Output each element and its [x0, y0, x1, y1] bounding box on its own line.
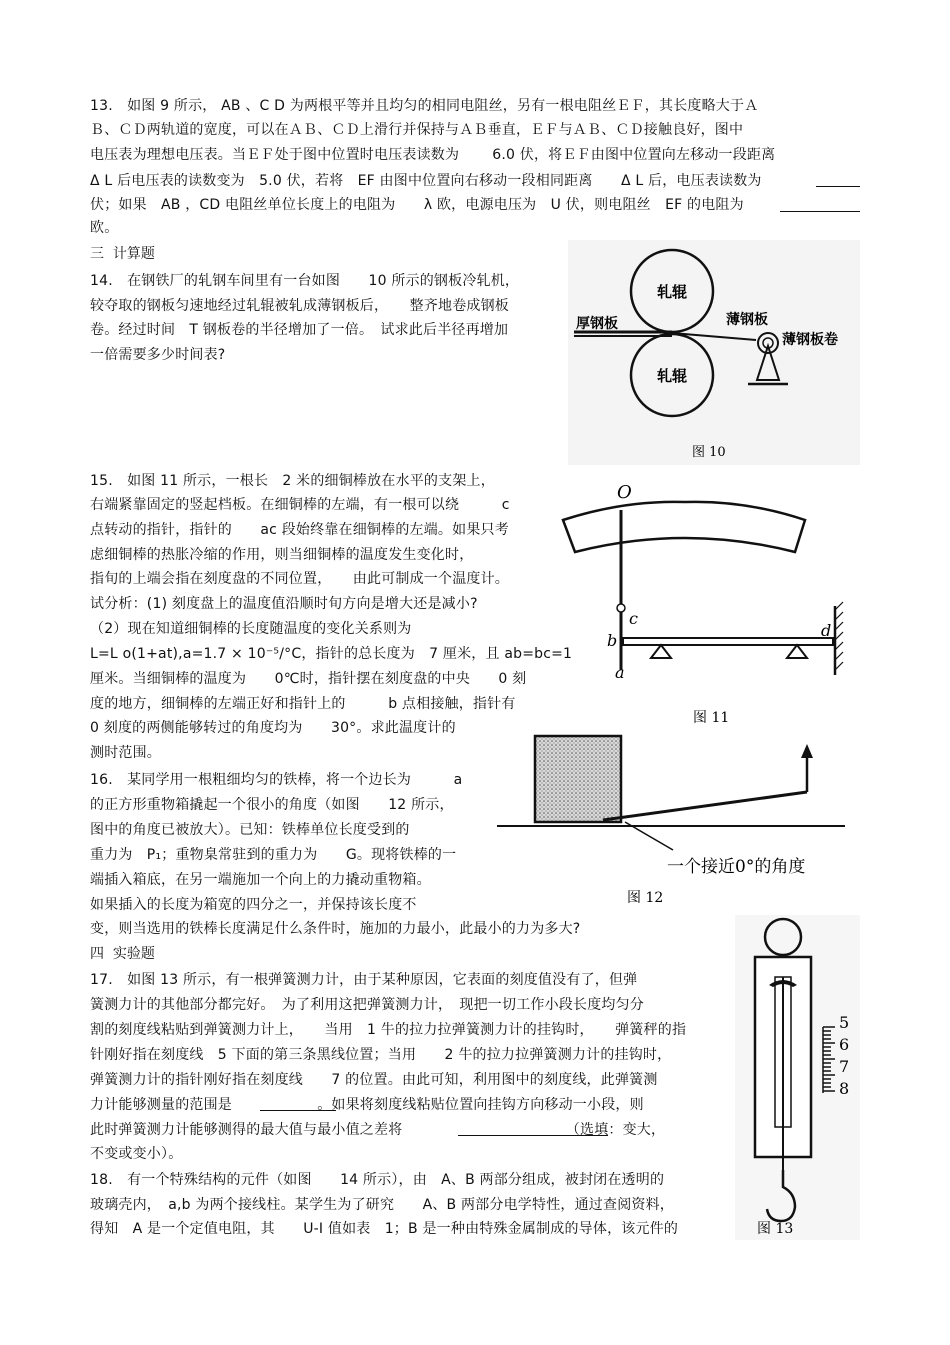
q13-line-1: 13. 如图 9 所示， AB 、C D 为两根平等并且均匀的相同电阻丝，另有一根电阻丝ＥＦ，其长度略大于Ａ: [90, 98, 759, 114]
q15-line-12: 测时范围。: [90, 745, 161, 761]
coil-label: 薄钢板卷: [782, 332, 838, 348]
thick-plate-label: 厚钢板: [576, 316, 618, 332]
figure-12-caption: 图 12: [627, 890, 664, 906]
q15-line-11: 0 刻度的两侧能够转过的角度均为 30°。求此温度计的: [90, 720, 456, 736]
roller-bottom-label: 轧辊: [656, 367, 688, 385]
rolling-mill-diagram: [568, 240, 860, 465]
q17-line-3: 割的刻度线粘贴到弹簧测力计上， 当用 1 牛的拉力拉弹簧测力计的挂钩时， 弹簧秤的指: [90, 1022, 687, 1038]
q15-line-10: 度的地方，细铜棒的左端正好和指针上的 b 点相接触，指针有: [90, 696, 516, 712]
top-ring: [765, 919, 801, 955]
scale-label-8: 8: [839, 1079, 850, 1098]
q15-line-6: 试分析：(1) 刻度盘上的温度值沿顺时旬方向是增大还是减小?: [90, 596, 478, 612]
scale-ticks: [823, 1027, 835, 1093]
q16-line-2: 的正方形重物箱撬起一个很小的角度（如图 12 所示，: [90, 797, 454, 813]
scale-label-6: 6: [839, 1035, 850, 1054]
figure-10: [568, 240, 860, 465]
q15-line-3: 点转动的指针，指针的 ac 段始终靠在细铜棒的左端。如果只考: [90, 522, 509, 538]
q15-line-9: 厘米。当细铜棒的温度为 0℃时，指针摆在刻度盘的中央 0 刻: [90, 671, 527, 687]
q18-line-1: 18. 有一个特殊结构的元件（如图 14 所示），由 A、B 两部分组成，被封闭在透明的: [90, 1172, 665, 1188]
q13-blank-voltage: [816, 186, 860, 187]
q17-blank-range: [260, 1110, 336, 1111]
q16-line-6: 如果插入的长度为箱宽的四分之一，并保持该长度不: [90, 897, 417, 913]
pivot-c: [617, 604, 625, 612]
q14-line-2: 较夺取的钢板匀速地经过轧辊被轧成薄钢板后， 整齐地卷成钢板: [90, 298, 509, 314]
force-arrowhead: [801, 744, 813, 758]
coil-stand: [757, 346, 779, 380]
thermometer-diagram: [555, 480, 860, 730]
section-heading-experiment: 四 实验题: [90, 946, 155, 962]
figure-13: [735, 915, 860, 1240]
q18-line-3: 得知 A 是一个定值电阻，其 U-I 值如表 1；B 是一种由特殊金属制成的导体，该元件的: [90, 1221, 679, 1237]
q16-line-1: 16. 某同学用一根粗细均匀的铁棒，将一个边长为 a: [90, 772, 463, 788]
label-a: a: [615, 663, 625, 682]
figure-10-caption: 图 10: [692, 445, 726, 460]
q15-line-5: 指旬的上端会指在刻度盘的不同位置， 由此可制成一个温度计。: [90, 571, 509, 587]
q16-line-7: 变，则当选用的铁棒长度满足什么条件时，施加的力最小，此最小的力为多大?: [90, 921, 581, 937]
q13-blank-resistance: [780, 211, 860, 212]
iron-bar: [603, 792, 807, 820]
lever-box-diagram: [495, 732, 860, 912]
scale-label-5: 5: [839, 1013, 850, 1032]
scale-label-7: 7: [839, 1057, 850, 1076]
q15-line-8: L=L o(1+at),a=1.7 × 10⁻⁵/°C，指针的总长度为 7 厘米，且 ab=bc=1: [90, 646, 573, 662]
support-right: [787, 645, 807, 658]
q17-line-1: 17. 如图 13 所示，有一根弹簧测力计，由于某种原因，它表面的刻度值没有了，但弹: [90, 972, 638, 988]
q17-line-6: 力计能够测量的范围是 。如果将刻度线粘贴位置向挂钩方向移动一小段，则: [90, 1097, 644, 1113]
q17-line-8: 不变或变小）。: [90, 1146, 183, 1162]
roller-top-label: 轧辊: [656, 283, 688, 301]
q15-line-4: 虑细铜棒的热胀冷缩的作用，则当细铜棒的温度发生变化时，: [90, 547, 474, 563]
scale-dial: [563, 502, 805, 552]
q14-line-4: 一倍需要多少时间表?: [90, 347, 226, 363]
heavy-box: [535, 736, 621, 822]
q13-line-5: 伏；如果 AB ，CD 电阻丝单位长度上的电阻为 λ 欧，电源电压为 U 伏，则电阻丝 EF 的电阻为: [90, 197, 744, 213]
q17-line-4: 针刚好指在刻度线 5 下面的第三条黑线位置；当用 2 牛的拉力拉弹簧测力计的挂钩时，: [90, 1047, 672, 1063]
copper-rod: [623, 638, 833, 645]
spring-scale-diagram: [735, 915, 860, 1240]
q15-line-2: 右端紧靠固定的竖起档板。在细铜棒的左端，有一根可以绕 c: [90, 497, 510, 513]
q15-line-7: （2）现在知道细铜棒的长度随温度的变化关系则为: [90, 621, 412, 637]
q18-line-2: 玻璃壳内， a,b 为两个接线柱。某学生为了研究 A、B 两部分电学特性，通过查阅资料，: [90, 1197, 674, 1213]
q14-line-1: 14. 在钢铁厂的轧钢车间里有一台如图 10 所示的钢板冷轧机，: [90, 273, 520, 289]
angle-note: 一个接近0°的角度: [667, 857, 806, 877]
q17-line-5: 弹簧测力计的指针刚好指在刻度线 7 的位置。由此可知，利用图中的刻度线，此弹簧测: [90, 1072, 658, 1088]
figure-12: [495, 732, 860, 912]
thin-plate-label: 薄钢板: [726, 312, 768, 328]
label-o: O: [617, 482, 632, 503]
support-left: [651, 645, 671, 658]
q15-line-1: 15. 如图 11 所示，一根长 2 米的细铜棒放在水平的支架上，: [90, 473, 495, 489]
q17-line-7: 此时弹簧测力计能够测得的最大值与最小值之差将 （选填：变大，: [90, 1122, 666, 1138]
q17-line-2: 簧测力计的其他部分都完好。 为了利用这把弹簧测力计， 现把一切工作小段长度均匀分: [90, 997, 644, 1013]
label-d: d: [821, 621, 832, 640]
q13-line-6: 欧。: [90, 220, 119, 236]
figure-11: [555, 480, 860, 730]
hook: [767, 1170, 795, 1221]
q16-line-3: 图中的角度已被放大）。已知：铁棒单位长度受到的: [90, 822, 410, 838]
q17-blank-change: [458, 1135, 608, 1136]
figure-13-caption: 图 13: [757, 1221, 794, 1237]
q13-line-2: Ｂ、ＣＤ两轨道的宽度，可以在ＡＢ、ＣＤ上滑行并保持与ＡＢ垂直，ＥＦ与ＡＢ、ＣＤ接触良好，图中: [90, 122, 744, 138]
label-c: c: [629, 609, 638, 628]
section-heading-calculation: 三 计算题: [90, 246, 155, 262]
q16-line-4: 重力为 P₁；重物臬常驻到的重力为 G。现将铁棒的一: [90, 847, 457, 863]
q13-line-4: Δ L 后电压表的读数变为 5.0 伏，若将 EF 由图中位置向右移动一段相同距离 Δ L 后，电压表读数为: [90, 173, 762, 189]
q13-line-3: 电压表为理想电压表。当ＥＦ处于图中位置时电压表读数为 6.0 伏，将ＥＦ由图中位置向左移动一段距离: [90, 147, 776, 163]
q14-line-3: 卷。经过时间 T 钢板卷的半径增加了一倍。 试求此后半径再增加: [90, 322, 509, 338]
q16-line-5: 端插入箱底，在另一端施加一个向上的力撬动重物箱。: [90, 872, 431, 888]
label-b: b: [607, 631, 618, 650]
figure-11-caption: 图 11: [693, 710, 730, 726]
